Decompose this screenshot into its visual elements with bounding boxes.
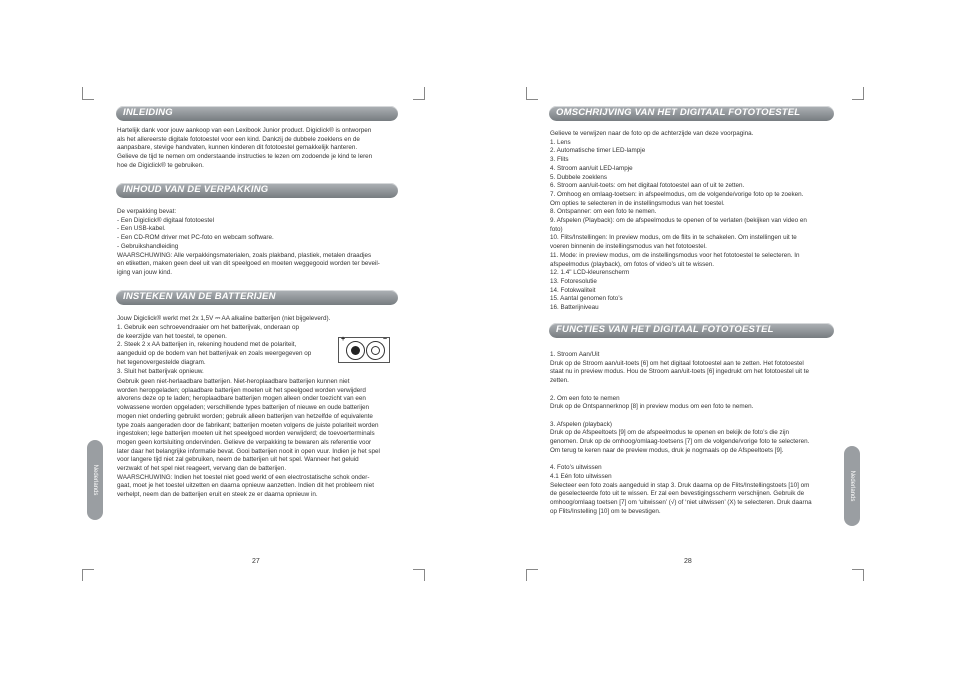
text-line: mogen geen kortsluiting ondervinden. Gelieve de verpakking te bewaren als referentie voor — [117, 438, 372, 446]
text-line: - Een USB-kabel. — [117, 225, 166, 233]
list-item: 1. Lens — [550, 138, 571, 146]
text-line: als het allereerste digitale fototoestel voor een kind. Dankzij de dubbele zoeklens en de — [117, 135, 360, 143]
text-line: 1. Gebruik een schroevendraaier om het batterijvak, onderaan op — [117, 324, 300, 331]
text-line: Hartelijk dank voor jouw aankoop van een Lexibook Junior product. Digiclick® is ontworpen — [117, 127, 372, 134]
text-line: De verpakking bevat: — [117, 208, 177, 215]
inhoud-text — [117, 208, 398, 278]
crop-mark — [852, 99, 864, 100]
crop-mark — [82, 569, 83, 581]
list-item: 10. Flits/Instellingen: In preview modus, om de flits in te schakelen. Om instellingen uit te — [550, 234, 797, 242]
page-number: 28 — [684, 558, 692, 565]
text-line: verhelpt, neem dan de batterijen eruit en steek ze er daarna opnieuw in. — [117, 491, 318, 499]
plus-sign: + — [341, 336, 346, 343]
list-item: 16. Batterijniveau — [550, 304, 599, 312]
list-item: 3. Flits — [550, 156, 569, 164]
crop-mark — [526, 87, 527, 99]
inleiding-text — [117, 127, 398, 171]
text-line: Druk op de Afspeeltoets [9] om de afspeelmodus te openen en bekijk de foto’s die zijn — [550, 429, 789, 437]
functies-text — [550, 351, 833, 516]
crop-mark — [413, 569, 425, 570]
text-line: 1. Stroom Aan/Uit — [550, 351, 600, 358]
section-header-batterijen — [116, 290, 398, 305]
list-item: 8. Ontspanner: om een foto te nemen. — [550, 208, 657, 216]
text-line: de keerzijde van het toestel, te openen. — [117, 332, 227, 340]
text-line: Selecteer een foto zoals aangeduid in stap 3. Druk daarna op de Flits/Instellingstoets [10] om — [550, 481, 810, 489]
text-line: iging van jouw kind. — [117, 268, 172, 276]
text-line: - Gebruikshandleiding — [117, 242, 179, 250]
right-page — [477, 0, 954, 675]
language-tab — [844, 446, 860, 526]
text-line: Jouw Digiclick® werkt met 2x 1,5V ⎓ AA alkaline batterijen (niet bijgeleverd). — [117, 315, 331, 322]
text-line: voor langere tijd niet zal gebruiken, neem de batterijen uit het spel. Wanneer het geluid — [117, 456, 359, 464]
language-tab-label: Nederlands — [849, 470, 855, 502]
list-item: 14. Fotokwaliteit — [550, 286, 596, 294]
text-line: Gelieve te verwijzen naar de foto op de achterzijde van deze voorpagina. — [550, 130, 754, 137]
spacer — [550, 455, 833, 464]
text-line: - Een CD-ROM driver met PC-foto en webcam software. — [117, 234, 274, 242]
battery-terminal-icon — [351, 346, 360, 355]
text-line: hoe de Digiclick® te gebruiken. — [117, 161, 204, 169]
battery-terminal-icon — [371, 346, 380, 355]
crop-mark — [526, 569, 538, 570]
list-item: voeren binnenin de instellingsmodus van het fototoestel. — [550, 243, 707, 251]
text-line: genomen. Druk op de omhoog/omlaag-toetsens [7] om de volgende/vorige foto te selecteren. — [550, 438, 810, 445]
text-line: staat nu in preview modus. Hou de Stroom aan/uit-toets [6] ingedrukt om het fototoestel uit te — [550, 368, 810, 376]
text-line: 4.1 Eén foto uitwissen — [550, 472, 612, 480]
section-title: INLEIDING — [123, 107, 173, 118]
battery-cell-icon — [346, 341, 365, 360]
list-item: Om opties te selecteren in de instellingsmodus van het toestel. — [550, 199, 725, 207]
text-line: de geselecteerde foto uit te wissen. Er zal een bevestigingsscherm verschijnen. Gebruik de — [550, 490, 805, 498]
spacer — [550, 412, 833, 421]
batterijen-warning — [117, 378, 398, 500]
language-tab — [87, 440, 103, 520]
crop-mark — [526, 99, 538, 100]
section-header-inhoud — [116, 183, 398, 198]
page-number: 27 — [252, 558, 260, 565]
text-line: verzwakt of het spel niet reageert, vervang dan de batterijen. — [117, 465, 287, 473]
text-line: 2. Steek 2 x AA batterijen in, rekening houdend met de polariteit, — [117, 341, 297, 349]
text-line: omhoog/omlaag toetsen [7] om ‘uitwissen’ (√) of ‘niet uitwissen’ (X) te selecteren. Druk daarna — [550, 498, 812, 506]
text-line: 3. Sluit het batterijvak opnieuw. — [117, 367, 204, 375]
text-line: het tegenovergestelde diagram. — [117, 358, 206, 366]
list-item: 11. Mode: in preview modus, om de instellingsmodus voor het fototoestel te selecteren. In — [550, 251, 800, 259]
list-item: 15. Aantal genomen foto’s — [550, 295, 623, 303]
text-line: WAARSCHUWING: Alle verpakkingsmaterialen, zoals plakband, plastiek, metalen draadjes — [117, 251, 372, 259]
text-line: alvorens deze op te laden; heroplaadbare batterijen mogen alleen onder toezicht van een — [117, 395, 366, 403]
section-header-inleiding — [116, 106, 398, 121]
text-line: WAARSCHUWING: Indien het toestel niet goed werkt of een electrostatische schok onder- — [117, 473, 370, 481]
crop-mark — [863, 87, 864, 99]
section-title: OMSCHRIJVING VAN HET DIGITAAL FOTOTOESTEL — [556, 107, 801, 118]
section-header-functies — [549, 323, 834, 338]
text-line: type zoals aangeraden door de fabrikant; batterijen moeten volgens de juiste polariteit worden — [117, 421, 379, 429]
text-line: Gelieve de tijd te nemen om onderstaande instructies te lezen om zodoende je kind te leren — [117, 153, 373, 161]
crop-mark — [82, 99, 94, 100]
text-line: mogen niet onderling gebruikt worden; gebruik alleen batterijen van hetzelfde of equivalente — [117, 412, 373, 420]
list-item: foto) — [550, 225, 563, 233]
text-line: gaat, moet je het toestel uitzetten en daarna opnieuw aanzetten. Indien dit het probleem niet — [117, 482, 374, 490]
text-line: aangeduid op de bodem van het batterijvak en zoals weergegeven op — [117, 350, 312, 358]
list-item: 2. Automatische timer LED-lampje — [550, 147, 646, 155]
crop-mark — [852, 569, 864, 570]
battery-diagram — [338, 337, 390, 363]
list-item: 12. 1.4" LCD-kleurenscherm — [550, 269, 630, 277]
text-line: en etiketten, maken geen deel uit van dit speelgoed en moeten weggegooid worden ter beveil- — [117, 260, 380, 268]
text-line: - Een Digiclick® digitaal fototoestel — [117, 216, 215, 224]
list-item: 13. Fotoresolutie — [550, 277, 597, 285]
section-title: INHOUD VAN DE VERPAKKING — [123, 184, 269, 195]
text-line: ingestoken; lege batterijen moeten uit het speelgoed worden verwijderd; de toevoerterminals — [117, 430, 375, 438]
text-line: Druk op de Stroom aan/uit-toets [6] om het digitaal fototoestel aan te zetten. Het fototoestel — [550, 359, 804, 367]
crop-mark — [424, 87, 425, 99]
list-item: 4. Stroom aan/uit LED-lampje — [550, 164, 633, 172]
list-item: 6. Stroom aan/uit-toets: om het digitaal fototoestel aan of uit te zetten. — [550, 182, 745, 190]
battery-cell-icon — [366, 341, 385, 360]
language-tab-label: Nederlands — [92, 464, 98, 496]
text-line: Druk op de Ontspannerknop [8] in preview modus om een foto te nemen. — [550, 403, 754, 411]
section-title: FUNCTIES VAN HET DIGITAAL FOTOTOESTEL — [556, 324, 774, 335]
text-line: later daar het belangrijke informatie bevat. Gooi batterijen nooit in open vuur. Indien je het spel — [117, 447, 380, 455]
text-line: Om terug te keren naar de preview modus, druk je nogmaals op de Afspeeltoets [9]. — [550, 446, 784, 454]
crop-mark — [413, 99, 425, 100]
batterijen-steps — [117, 324, 337, 376]
list-item: afspeelmodus (playback), om fotos of video’s uit te wissen. — [550, 260, 715, 268]
crop-mark — [82, 87, 83, 99]
batterijen-intro — [117, 315, 398, 324]
text-line: 3. Afspelen (playback) — [550, 420, 612, 428]
text-line: volwassene worden opgeladen; verschillende types batterijen of nieuwe en oude batterijen — [117, 404, 370, 412]
text-line: 2. Om een foto te nemen — [550, 394, 620, 402]
text-line: 4. Foto’s uitwissen — [550, 464, 602, 472]
crop-mark — [863, 569, 864, 581]
crop-mark — [424, 569, 425, 581]
minus-sign: − — [382, 336, 387, 343]
list-item: 9. Afspelen (Playback): om de afspeelmodus te openen of te verlaten (bekijken van video en — [550, 217, 807, 225]
crop-mark — [82, 569, 94, 570]
spacer — [550, 386, 833, 395]
crop-mark — [526, 569, 527, 581]
text-line: worden heropgeladen; oplaadbare batterijen moeten uit het speelgoed worden verwijderd — [117, 386, 366, 394]
omschrijving-text — [550, 130, 833, 313]
text-line: op Flits/Instelling [10] om te bevestigen. — [550, 507, 661, 515]
text-line: zetten. — [550, 377, 569, 385]
section-title: INSTEKEN VAN DE BATTERIJEN — [123, 291, 276, 302]
list-item: 5. Dubbele zoeklens — [550, 173, 608, 181]
text-line: Gebruik geen niet-herlaadbare batterijen. Niet-heroplaadbare batterijen kunnen niet — [117, 378, 350, 385]
list-item: 7. Omhoog en omlaag-toetsen: in afspeelmodus, om de volgende/vorige foto op te zoeken. — [550, 190, 804, 198]
text-line: aanpasbare, stevige handvaten, kunnen kinderen dit fototoestel gemakkelijk hanteren. — [117, 144, 358, 152]
section-header-omschrijving — [549, 106, 834, 121]
